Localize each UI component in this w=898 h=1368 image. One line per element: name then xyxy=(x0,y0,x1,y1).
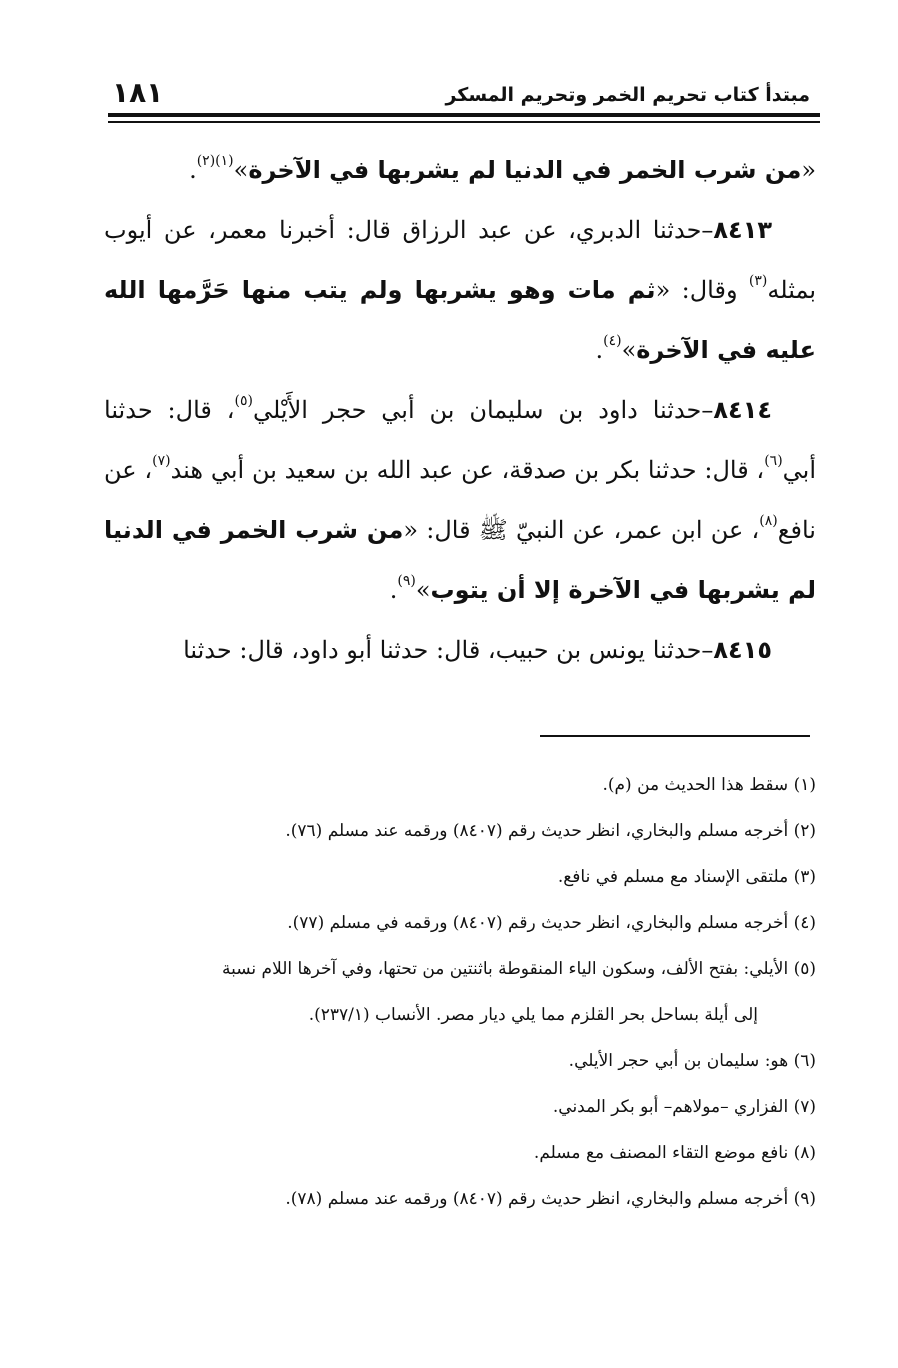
header-rule-thick xyxy=(108,113,820,117)
hadith-number: ٨٤١٣ xyxy=(713,216,772,244)
footnote-5-continued: إلى أيلة بساحل بحر القلزم مما يلي ديار مصر. الأنساب (٢٣٧/١). xyxy=(308,1005,758,1025)
footnote-ref-5: (٥) xyxy=(234,393,253,409)
footnote-1: (١) سقط هذا الحديث من (م). xyxy=(602,775,816,795)
footnote-ref-1: (١) xyxy=(215,153,234,169)
footnote-ref-7: (٧) xyxy=(152,453,171,469)
hadith-number: ٨٤١٤ xyxy=(713,396,772,424)
main-text xyxy=(104,140,816,680)
footnote-4: (٤) أخرجه مسلم والبخاري، انظر حديث رقم (٨٤٠٧) ورقمه في مسلم (٧٧). xyxy=(287,913,816,933)
paragraph-hadith-8415: ٨٤١٥–حدثنا يونس بن حبيب، قال: حدثنا أبو داود، قال: حدثنا xyxy=(183,636,772,664)
footnotes xyxy=(96,762,816,1222)
footnote-8: (٨) نافع موضع التقاء المصنف مع مسلم. xyxy=(533,1143,816,1163)
paragraph-hadith-8413: ٨٤١٣–حدثنا الدبري، عن عبد الرزاق قال: أخبرنا معمر، عن أيوب بمثله$^{(٣)}$ وقال: «ثم مات وهو يشربها ولم يتب منها حَرَّمها الله عليه في الآخرة»$^{(٤)}$. xyxy=(104,216,816,364)
footnote-ref-6: (٦) xyxy=(764,453,783,469)
running-title: مبتدأ كتاب تحريم الخمر وتحريم المسكر xyxy=(445,84,810,106)
footnote-3: (٣) ملتقى الإسناد مع مسلم في نافع. xyxy=(557,867,816,887)
page-number: ١٨١ xyxy=(112,76,164,109)
paragraph-hadith-8414: ٨٤١٤–حدثنا داود بن سليمان بن أبي حجر الأَيْلي$^{(٥)}$، قال: حدثنا أبي$^{(٦)}$، قال: حدثنا بكر بن صدقة، عن عبد الله بن سعيد بن أبي هند$^{(٧)}$، عن نافع$^{(٨)}$، عن ابن عمر، عن النبيّ ﷺ قال: «من شرب الخمر في الدنيا لم يشربها في الآخرة إلا أن يتوب»$^{(٩)}$. xyxy=(104,393,817,604)
footnote-6: (٦) هو: سليمان بن أبي حجر الأيلي. xyxy=(568,1051,816,1071)
footnote-5: (٥) الأيلي: بفتح الألف، وسكون الياء المنقوطة باثنتين من تحتها، وفي آخرها اللام نسبة xyxy=(222,959,816,979)
footnote-ref-8: (٨) xyxy=(759,513,778,529)
page-header xyxy=(108,78,820,112)
footnote-ref-3: (٣) xyxy=(748,273,768,289)
footnote-7: (٧) الفزاري –مولاهم– أبو بكر المدني. xyxy=(552,1097,816,1117)
footnote-2: (٢) أخرجه مسلم والبخاري، انظر حديث رقم (٨٤٠٧) ورقمه عند مسلم (٧٦). xyxy=(285,821,816,841)
hadith-matn: من شرب الخمر في الدنيا لم يشربها في الآخرة إلا أن يتوب xyxy=(104,516,816,604)
footnote-ref-9: (٩) xyxy=(397,573,416,589)
hadith-number: ٨٤١٥ xyxy=(713,636,772,664)
hadith-matn: من شرب الخمر في الدنيا لم يشربها في الآخرة xyxy=(248,156,802,184)
paragraph-hadith-end: «من شرب الخمر في الدنيا لم يشربها في الآخرة»$^{(١)(٢)}$. xyxy=(189,153,816,184)
footnote-ref-4: (٤) xyxy=(603,333,622,349)
footnote-9: (٩) أخرجه مسلم والبخاري، انظر حديث رقم (٨٤٠٧) ورقمه عند مسلم (٧٨). xyxy=(285,1189,816,1209)
header-rule-thin xyxy=(108,121,820,123)
hadith-matn: ثم مات وهو يشربها ولم يتب منها حَرَّمها الله عليه في الآخرة xyxy=(104,276,816,364)
footnote-separator xyxy=(540,735,810,737)
footnote-ref-2: (٢) xyxy=(196,153,216,169)
